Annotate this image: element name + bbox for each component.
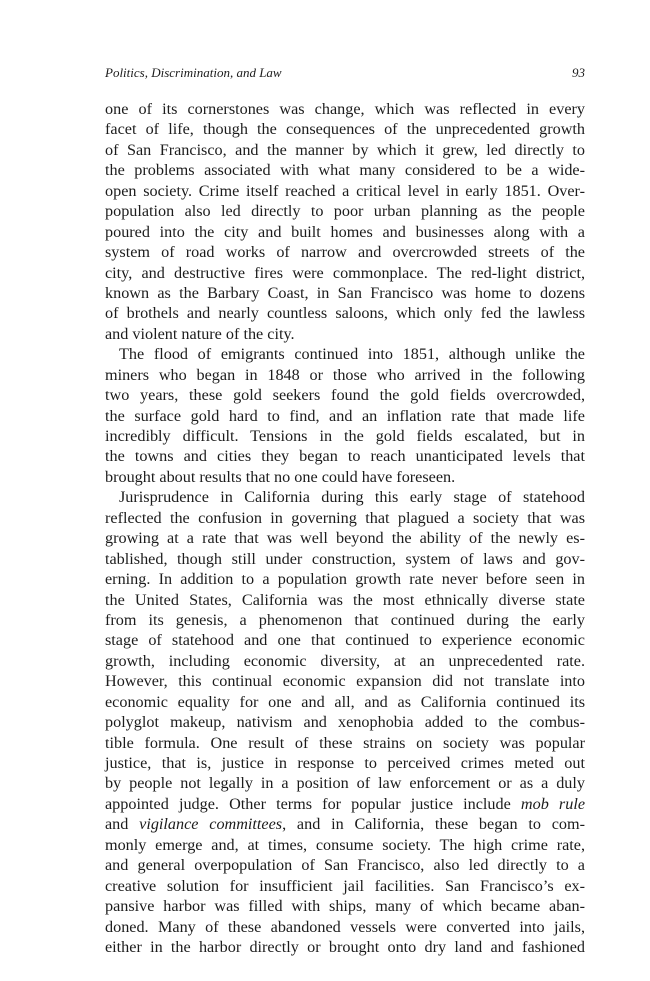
text-line: reflected the confusion in governing that plagued a society that was xyxy=(105,508,585,527)
text-line: erning. In addition to a population growth rate never before seen in xyxy=(105,570,585,589)
text-line: the problems associated with what many considered to be a wide- xyxy=(105,161,585,180)
paragraph xyxy=(105,487,585,957)
text-line: the towns and cities they began to reach unanticipated levels that xyxy=(105,447,585,466)
text-line: doned. Many of these abandoned vessels were converted into jails, xyxy=(105,917,585,936)
text-line: growing at a rate that was well beyond the ability of the newly es- xyxy=(105,529,585,548)
text-line: known as the Barbary Coast, in San Francisco was home to dozens xyxy=(105,283,585,302)
text-line: creative solution for insufficient jail facilities. San Francisco’s ex- xyxy=(105,876,585,895)
text-line: pansive harbor was filled with ships, many of which became aban- xyxy=(105,897,585,916)
page-number: 93 xyxy=(572,65,585,80)
running-title: Politics, Discrimination, and Law xyxy=(105,65,282,80)
text-line: and violent nature of the city. xyxy=(105,324,295,343)
text-line: by people not legally in a position of law enforcement or as a duly xyxy=(105,774,585,793)
text-line: system of road works of narrow and overcrowded streets of the xyxy=(105,243,585,262)
text-line: of San Francisco, and the manner by which it grew, led directly to xyxy=(105,140,585,159)
text-line: poured into the city and built homes and businesses along with a xyxy=(105,222,585,241)
text-line: either in the harbor directly or brought onto dry land and fashioned xyxy=(105,937,585,956)
text-line: growth, including economic diversity, at an unprecedented rate. xyxy=(105,651,585,670)
text-line: city, and destructive fires were commonplace. The red-light district, xyxy=(105,263,585,282)
paragraph xyxy=(105,344,585,487)
text-line: incredibly difficult. Tensions in the gold fields escalated, but in xyxy=(105,427,585,445)
italic-term: mob rule xyxy=(520,794,586,813)
text-line: facet of life, though the consequences of the unprecedented growth xyxy=(105,120,585,139)
body-text xyxy=(105,99,585,957)
text-line: The flood of emigrants continued into 1851, although unlike the xyxy=(119,345,585,364)
paragraph xyxy=(105,99,585,344)
text-line: monly emerge and, at times, consume society. The high crime rate, xyxy=(105,835,585,854)
text-line: open society. Crime itself reached a critical level in early 1851. Over- xyxy=(105,181,585,200)
text-line: economic equality for one and all, and as California continued its xyxy=(105,692,585,711)
text-line: appointed judge. Other terms for popular justice include mob rule xyxy=(105,794,586,813)
text-line: polyglot makeup, nativism and xenophobia added to the combus- xyxy=(105,713,585,732)
text-line: tible formula. One result of these strains on society was popular xyxy=(105,733,585,752)
text-line: and general overpopulation of San Francisco, also led directly to a xyxy=(105,856,585,875)
text-line: brought about results that no one could have foreseen. xyxy=(105,467,456,486)
text-line: justice, that is, justice in response to perceived crimes meted out xyxy=(105,754,585,772)
text-line: Jurisprudence in California during this early stage of statehood xyxy=(119,488,585,507)
text-line: stage of statehood and one that continued to experience economic xyxy=(105,631,585,650)
text-line: population also led directly to poor urban planning as the people xyxy=(105,202,585,221)
text-line: one of its cornerstones was change, which was reflected in every xyxy=(105,100,585,118)
text-line: two years, these gold seekers found the gold fields overcrowded, xyxy=(105,386,585,405)
text-line: miners who began in 1848 or those who arrived in the following xyxy=(105,365,585,384)
text-line: tablished, though still under construction, system of laws and gov- xyxy=(105,549,585,568)
text-line: the surface gold hard to find, and an inflation rate that made life xyxy=(105,406,585,425)
text-line: of brothels and nearly countless saloons, which only fed the lawless xyxy=(105,304,585,323)
text-line: the United States, California was the most ethnically diverse state xyxy=(105,590,585,609)
text-line: and vigilance committees, and in California, these began to com- xyxy=(105,815,585,834)
italic-term: vigilance committees xyxy=(139,815,283,834)
text-line: from its genesis, a phenomenon that continued during the early xyxy=(105,610,585,629)
text-line: However, this continual economic expansion did not translate into xyxy=(105,672,585,691)
running-head xyxy=(105,63,585,83)
